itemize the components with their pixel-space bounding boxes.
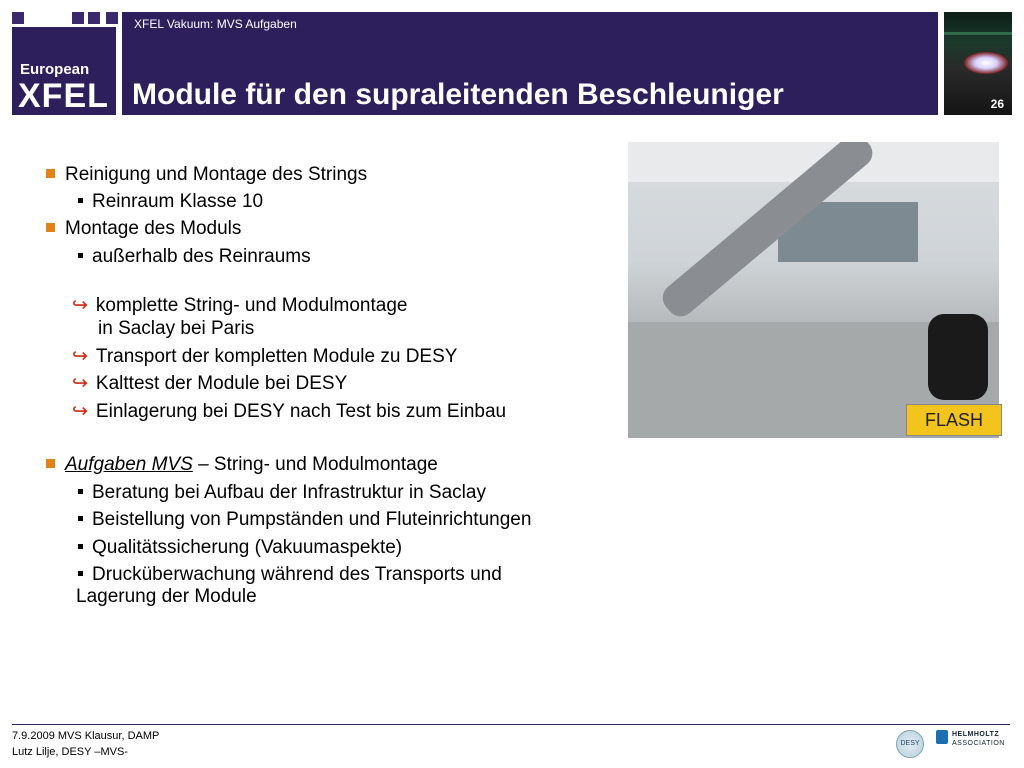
helmholtz-mark-icon [936, 730, 948, 744]
list-item: Montage des Moduls [46, 218, 241, 240]
list-item: außerhalb des Reinraums [78, 246, 311, 268]
small-square-bullet-icon [78, 544, 83, 549]
arrow-bullet-icon: ↪ [72, 346, 88, 367]
header-subtitle: XFEL Vakuum: MVS Aufgaben [134, 17, 297, 31]
footer-author: Lutz Lilje, DESY –MVS- [12, 746, 128, 758]
square-bullet-icon [46, 169, 55, 178]
list-item-continuation: in Saclay bei Paris [98, 318, 255, 339]
list-item: Drucküberwachung während des Transports und [78, 564, 502, 586]
list-item-continuation: Lagerung der Module [76, 586, 257, 607]
square-bullet-icon [46, 459, 55, 468]
page-number: 26 [990, 97, 1004, 111]
list-item: ↪ Kalttest der Module bei DESY [72, 373, 348, 394]
list-item: Reinraum Klasse 10 [78, 191, 263, 213]
list-item: Qualitätssicherung (Vakuumaspekte) [78, 537, 402, 559]
arrow-bullet-icon: ↪ [72, 401, 88, 422]
slide-title: Module für den supraleitenden Beschleuniger [132, 78, 784, 111]
small-square-bullet-icon [78, 489, 83, 494]
header-bar [122, 12, 938, 115]
photo-caption-label: FLASH [906, 404, 1002, 436]
list-item: Reinigung und Montage des Strings [46, 164, 367, 186]
small-square-bullet-icon [78, 198, 83, 203]
list-item: ↪ Transport der kompletten Module zu DESY [72, 346, 458, 367]
logo-line-xfel: XFEL [18, 77, 109, 115]
footer-divider [12, 724, 1010, 725]
small-square-bullet-icon [78, 516, 83, 521]
list-item: ↪ komplette String- und Modulmontage [72, 295, 408, 316]
desy-logo: DESY [896, 730, 924, 758]
arrow-bullet-icon: ↪ [72, 295, 88, 316]
header-image [944, 12, 1012, 115]
small-square-bullet-icon [78, 571, 83, 576]
xfel-logo [12, 27, 116, 115]
list-item: Beratung bei Aufbau der Infrastruktur in Saclay [78, 482, 486, 504]
footer-date-event: 7.9.2009 MVS Klausur, DAMP [12, 730, 160, 742]
helmholtz-logo: HELMHOLTZ ASSOCIATION [936, 730, 1005, 748]
square-bullet-icon [46, 223, 55, 232]
list-item: Beistellung von Pumpständen und Fluteinrichtungen [78, 509, 531, 531]
arrow-bullet-icon: ↪ [72, 373, 88, 394]
logo-line-european: European [20, 61, 90, 78]
list-item: Aufgaben MVS – String- und Modulmontage [46, 454, 438, 476]
small-square-bullet-icon [78, 253, 83, 258]
list-item: ↪ Einlagerung bei DESY nach Test bis zum Einbau [72, 401, 507, 422]
cleanroom-photo [628, 142, 999, 438]
